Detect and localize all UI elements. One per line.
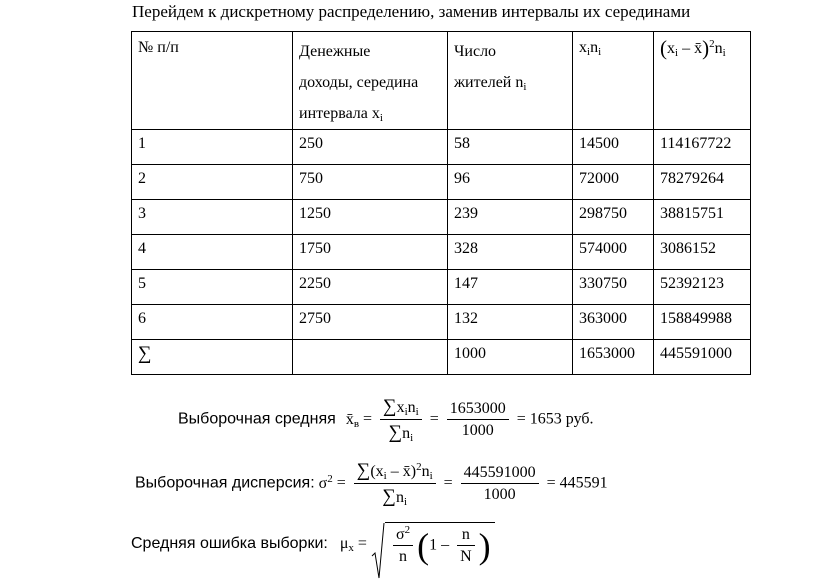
- error-symbol: $\mu_x$: [339, 535, 354, 555]
- cell-product: 574000: [573, 235, 654, 270]
- header-residents: Число жителей $n_i$: [448, 32, 573, 130]
- cell-deviation: 158849988: [654, 305, 751, 340]
- header-income: Денежные доходы, середина интервала $x_i$: [293, 32, 448, 130]
- cell-total-deviation: 445591000: [654, 340, 751, 375]
- variance-symbol: $\sigma^2$: [318, 472, 333, 492]
- table-row: [132, 235, 751, 270]
- mean-symbol: $x̄_в$: [345, 410, 360, 430]
- header-product: $x_in_i$: [573, 32, 654, 130]
- mean-formula: Выборочная средняя $x̄_в$ = $\frac{\sum x_in_i}{\sum n_i}$ = $\frac{1653000}{1000}$ = 1653 руб.: [178, 396, 594, 444]
- table-row: [132, 165, 751, 200]
- error-inner-fraction: $\frac{n}{N}$: [457, 526, 475, 566]
- header-number: № п/п: [132, 32, 293, 130]
- cell-income: 1750: [293, 235, 448, 270]
- square-root: $\frac{\sigma^2}{n}$ (1 – $\frac{n}{N}$ ): [371, 522, 495, 567]
- cell-product: 363000: [573, 305, 654, 340]
- cell-income: 1250: [293, 200, 448, 235]
- cell-income: 2250: [293, 270, 448, 305]
- intro-text: Перейдем к дискретному распределению, заменив интервалы их серединами: [132, 2, 691, 21]
- mean-fraction: $\frac{\sum x_in_i}{\sum n_i}$: [380, 396, 422, 444]
- cell-product: 14500: [573, 130, 654, 165]
- header-income-line1: Денежные: [299, 43, 371, 60]
- table-header-row: [132, 32, 751, 130]
- variance-value-fraction: $\frac{445591000}{1000}$: [461, 464, 539, 504]
- cell-deviation: 38815751: [654, 200, 751, 235]
- header-deviation: ($x_i$ – $x̄)^2n_i$: [654, 32, 751, 130]
- cell-deviation: 3086152: [654, 235, 751, 270]
- cell-residents: 239: [448, 200, 573, 235]
- header-income-line3: интервала x: [299, 105, 380, 122]
- table-row: [132, 270, 751, 305]
- cell-total-label: [132, 340, 293, 375]
- cell-total-income: [293, 340, 448, 375]
- mean-label: Выборочная средняя: [178, 410, 336, 428]
- cell-number: 5: [132, 270, 293, 305]
- cell-income: 2750: [293, 305, 448, 340]
- table-row: [132, 305, 751, 340]
- cell-number: 4: [132, 235, 293, 270]
- cell-residents: 58: [448, 130, 573, 165]
- cell-number: 3: [132, 200, 293, 235]
- cell-total-product: 1653000: [573, 340, 654, 375]
- header-income-line2: доходы, середина: [299, 74, 419, 91]
- header-residents-line2: жителей n: [454, 74, 524, 91]
- error-label: Средняя ошибка выборки:: [131, 535, 328, 553]
- cell-product: 72000: [573, 165, 654, 200]
- cell-residents: 147: [448, 270, 573, 305]
- cell-number: 2: [132, 165, 293, 200]
- distribution-table: [131, 31, 751, 375]
- variance-formula: Выборочная дисперсия: $\sigma^2$ = $\frac{\sum(x_i - x̄)^2n_i}{\sum n_i}$ = $\frac{445591000}{1000}$ = 445591: [135, 460, 608, 508]
- cell-residents: 328: [448, 235, 573, 270]
- table-row: [132, 130, 751, 165]
- cell-residents: 132: [448, 305, 573, 340]
- mean-value-fraction: $\frac{1653000}{1000}$: [447, 400, 509, 440]
- error-outer-fraction: $\frac{\sigma^2}{n}$: [393, 526, 413, 566]
- variance-fraction: $\frac{\sum(x_i - x̄)^2n_i}{\sum n_i}$: [354, 460, 436, 508]
- sum-symbol: ∑: [138, 343, 152, 364]
- cell-number: 6: [132, 305, 293, 340]
- table-total-row: [132, 340, 751, 375]
- table-row: [132, 200, 751, 235]
- cell-deviation: 114167722: [654, 130, 751, 165]
- cell-deviation: 52392123: [654, 270, 751, 305]
- cell-total-residents: 1000: [448, 340, 573, 375]
- cell-residents: 96: [448, 165, 573, 200]
- mean-result: = 1653 руб.: [516, 410, 594, 428]
- cell-deviation: 78279264: [654, 165, 751, 200]
- radical-sign-icon: [371, 522, 385, 580]
- cell-income: 750: [293, 165, 448, 200]
- cell-product: 298750: [573, 200, 654, 235]
- variance-result: = 445591: [546, 474, 608, 492]
- variance-label: Выборочная дисперсия:: [135, 474, 315, 492]
- header-residents-line1: Число: [454, 43, 497, 60]
- cell-income: 250: [293, 130, 448, 165]
- cell-product: 330750: [573, 270, 654, 305]
- error-formula: Средняя ошибка выборки: $\mu_x$ = $\frac{\sigma^2}{n}$ (1 – $\frac{n}{N}$ ): [131, 522, 495, 567]
- cell-number: 1: [132, 130, 293, 165]
